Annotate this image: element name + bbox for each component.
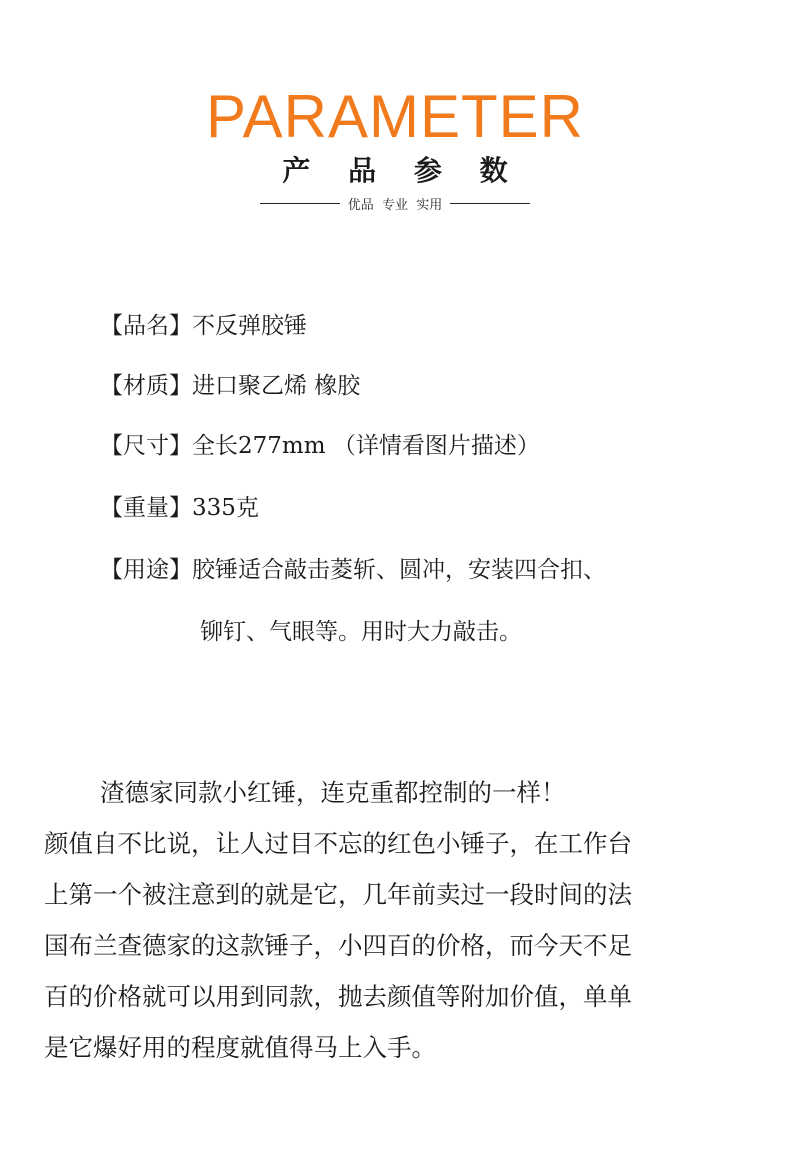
- description-line: 是它爆好用的程度就值得马上入手。: [44, 1033, 436, 1062]
- description-line: 国布兰查德家的这款锤子，小四百的价格，而今天不足: [44, 931, 632, 960]
- description-line: 上第一个被注意到的就是它，几年前卖过一段时间的法: [44, 880, 632, 909]
- param-value: 胶锤适合敲击菱斩、圆冲，安装四合扣、: [192, 557, 606, 583]
- param-value: 全长277mm （详情看图片描述）: [192, 433, 540, 459]
- tagline: 优品 专业 实用: [347, 197, 443, 213]
- param-value: 335克: [192, 495, 259, 521]
- param-label: 【材质】: [100, 373, 192, 399]
- tagline-rule-left: [260, 203, 340, 204]
- description-line: 百的价格就可以用到同款，抛去颜值等附加价值，单单: [44, 982, 632, 1011]
- description-line: 颜值自不比说，让人过目不忘的红色小锤子，在工作台: [44, 829, 632, 858]
- param-row-size: [100, 426, 540, 466]
- param-row-weight: [100, 488, 259, 528]
- param-label: 【尺寸】: [100, 433, 192, 459]
- param-value: 进口聚乙烯 橡胶: [192, 373, 361, 399]
- param-row-material: [100, 366, 360, 406]
- param-row-usage: [100, 550, 606, 590]
- tagline-rule-right: [450, 203, 530, 204]
- param-usage-continuation: 铆钉、气眼等。用时大力敲击。: [200, 619, 522, 645]
- page-subheading: 产 品 参 数: [282, 154, 522, 187]
- param-row-name: [100, 306, 307, 346]
- page-heading: PARAMETER: [206, 83, 584, 150]
- param-value: 不反弹胶锤: [192, 313, 307, 339]
- description-line: 渣德家同款小红锤，连克重都控制的一样！: [100, 778, 566, 807]
- param-label: 【用途】: [100, 557, 192, 583]
- param-label: 【品名】: [100, 313, 192, 339]
- tagline-row: [0, 191, 790, 215]
- param-label: 【重量】: [100, 495, 192, 521]
